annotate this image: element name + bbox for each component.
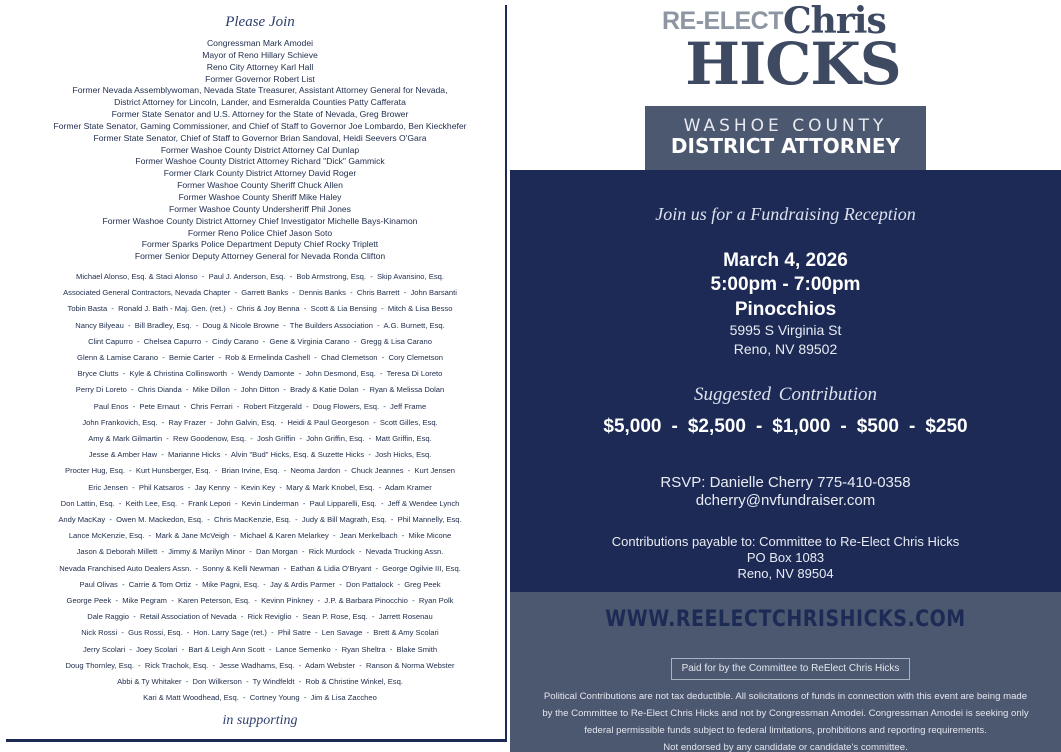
- supporter-line: Jason & Deborah Millett - Jimmy & Marilyn Minor - Dan Morgan - Rick Murdock - Nevada Trucking Assn.: [76, 547, 444, 557]
- event-heading: Join us for a Fundraising Reception: [655, 204, 916, 224]
- logo-county-text: WASHOE COUNTY: [683, 116, 888, 136]
- host-line: Former Washoe County Undersheriff Phil Jones: [169, 203, 351, 214]
- host-line: District Attorney for Lincoln, Lander, and Esmeralda Counties Patty Cafferata: [114, 97, 406, 108]
- host-line: Former Senior Deputy Attorney General for Nevada Ronda Clifton: [134, 251, 386, 262]
- campaign-website: WWW.REELECTCHRISHICKS.COM: [605, 606, 966, 632]
- payable-po-box: PO Box 1083: [746, 550, 825, 565]
- supporter-line: Clint Capurro - Chelsea Capurro - Cindy Carano - Gene & Virginia Carano - Gregg & Lisa Carano: [88, 336, 432, 346]
- supporter-line: Eric Jensen - Phil Katsaros - Jay Kenny - Kevin Key - Mary & Mark Knobel, Esq. - Adam Kramer: [88, 482, 432, 492]
- supporter-line: Don Lattin, Esq. - Keith Lee, Esq. - Frank Lepori - Kevin Linderman - Paul Lipparelli, Esq. - Jeff & Wendee Lynch: [60, 498, 460, 508]
- payable-to-line: Contributions payable to: Committee to Re-Elect Chris Hicks: [611, 534, 960, 549]
- payable-city: Reno, NV 89504: [737, 566, 834, 581]
- host-committee-list: [0, 38, 520, 263]
- contribution-amount: $5,000: [603, 416, 662, 437]
- amount-separator: -: [840, 416, 847, 437]
- supporter-line: Dale Raggio - Retail Association of Nevada - Rick Reviglio - Sean P. Rose, Esq. - Jarrett Rosenau: [87, 612, 433, 622]
- campaign-logo: [510, 0, 1061, 170]
- suggested-contribution-heading: Suggested Contribution: [694, 384, 877, 405]
- supporter-line: Perry Di Loreto - Chris Dianda - Mike Dillon - John Ditton - Brady & Katie Dolan - Ryan & Melissa Dolan: [75, 385, 445, 395]
- amount-separator: -: [671, 416, 678, 437]
- please-join-heading: Please Join: [225, 14, 295, 30]
- amount-separator: -: [755, 416, 763, 437]
- host-line: Former Reno Police Chief Jason Soto: [187, 227, 333, 238]
- host-line: Former State Senator and U.S. Attorney for the State of Nevada, Greg Brower: [111, 109, 409, 120]
- supporters-list: [0, 269, 520, 706]
- event-time: 5:00pm - 7:00pm: [710, 274, 861, 295]
- supporter-line: Procter Hug, Esq. - Kurt Hunsberger, Esq. - Brian Irvine, Esq. - Neoma Jardon - Chuck Jeannes - Kurt Jensen: [65, 466, 455, 476]
- host-line: Congressman Mark Amodei: [206, 38, 314, 48]
- supporter-line: Paul Olivas - Carrie & Tom Ortiz - Mike Pagni, Esq. - Jay & Ardis Parmer - Don Pattalock - Greg Peek: [79, 579, 441, 589]
- host-line: Former Washoe County Sheriff Mike Haley: [178, 191, 342, 202]
- host-line: Former State Senator, Gaming Commissioner, and Chief of Staff to Governor Joe Lombardo, Ben Kieckhefer: [53, 120, 467, 131]
- supporter-line: Nevada Franchised Auto Dealers Assn. - Sonny & Kelli Newman - Eathan & Lidia O'Bryant - George Ogilvie III, Esq.: [59, 563, 461, 573]
- event-venue: Pinocchios: [734, 299, 837, 320]
- disclaimer-line: federal permissible funds subject to federal limitations, prohibitions and reporting requirements.: [584, 725, 987, 736]
- legal-disclaimer: [524, 688, 1047, 752]
- supporter-line: Paul Enos - Pete Ernaut - Chris Ferrari - Robert Fitzgerald - Doug Flowers, Esq. - Jeff Frame: [93, 401, 427, 411]
- supporter-line: Jesse & Amber Haw - Marianne Hicks - Alvin "Bud" Hicks, Esq. & Suzette Hicks - Josh Hicks, Esq.: [88, 450, 432, 460]
- flyer-footer: [510, 592, 1061, 752]
- rsvp-contact: RSVP: Danielle Cherry 775-410-0358: [660, 474, 911, 491]
- supporter-line: Nancy Bilyeau - Bill Bradley, Esq. - Doug & Nicole Browne - The Builders Association - A.G. Burnett, Esq.: [75, 320, 445, 330]
- supporter-line: Doug Thornley, Esq. - Rick Trachok, Esq. - Jesse Wadhams, Esq. - Adam Webster - Ranson & Norma Webster: [65, 660, 455, 670]
- host-line: Former State Senator, Chief of Staff to Governor Brian Sandoval, Heidi Seevers O'Gara: [93, 132, 427, 143]
- contribution-amount: $1,000: [772, 416, 831, 437]
- supporter-line: Michael Alonso, Esq. & Staci Alonso - Paul J. Anderson, Esq. - Bob Armstrong, Esq. - Skip Avansino, Esq.: [76, 272, 444, 281]
- supporter-line: Associated General Contractors, Nevada Chapter - Garrett Banks - Dennis Banks - Chris Barrett - John Barsanti: [63, 288, 457, 298]
- supporter-line: Jerry Scolari - Joey Scolari - Bart & Leigh Ann Scott - Lance Semenko - Ryan Sheltra - Blake Smith: [82, 644, 438, 654]
- venue-address-city: Reno, NV 89502: [733, 341, 838, 357]
- contribution-amount: $250: [925, 416, 968, 437]
- event-date: March 4, 2026: [723, 250, 848, 271]
- host-line: Former Governor Robert List: [205, 73, 315, 84]
- rsvp-email: dcherry@nvfundraiser.com: [695, 492, 876, 509]
- supporter-line: Glenn & Lamise Carano - Bernie Carter - Rob & Ermelinda Cashell - Chad Clemetson - Cory Clemetson: [77, 353, 443, 363]
- supporter-line: Amy & Mark Gilmartin - Rew Goodenow, Esq. - Josh Griffin - John Griffin, Esq. - Matt Griffin, Esq.: [88, 434, 432, 444]
- contribution-amount: $500: [856, 416, 900, 437]
- host-line: Former Clark County District Attorney David Roger: [163, 168, 357, 179]
- contribution-amount: $2,500: [687, 416, 746, 437]
- supporter-line: Andy MacKay - Owen M. Mackedon, Esq. - Chris MacKenzie, Esq. - Judy & Bill Magrath, Esq. - Phil Mannelly, Esq.: [58, 515, 462, 525]
- logo-hicks-text: HICKS: [685, 30, 901, 98]
- host-line: Former Sparks Police Department Deputy Chief Rocky Triplett: [141, 239, 379, 250]
- event-details: [510, 170, 1061, 592]
- supporter-line: Abbi & Ty Whitaker - Don Wilkerson - Ty Windfeldt - Rob & Christine Winkel, Esq.: [117, 677, 403, 687]
- host-line: Former Nevada Assemblywoman, Nevada State Treasurer, Assistant Attorney General for Nevada,: [72, 85, 448, 96]
- invitation-left-panel: [0, 0, 510, 752]
- host-line: Former Washoe County District Attorney Chief Investigator Michelle Bays-Kinamon: [102, 215, 418, 226]
- in-supporting-text: in supporting: [222, 713, 298, 728]
- logo-chris-text: Chris: [783, 0, 886, 42]
- paid-for-box: [671, 658, 910, 680]
- contribution-amounts: [510, 416, 1061, 438]
- host-line: Former Washoe County District Attorney Richard "Dick" Gammick: [135, 156, 385, 167]
- invitation-right-panel: [510, 0, 1061, 752]
- supporter-line: John Frankovich, Esq. - Ray Frazer - John Galvin, Esq. - Heidi & Paul Georgeson - Scott Gilles, Esq.: [82, 417, 438, 427]
- host-line: Reno City Attorney Karl Hall: [206, 61, 314, 72]
- supporter-line: Tobin Basta - Ronald J. Bath - Maj. Gen. (ret.) - Chris & Joy Benna - Scott & Lia Bensing - Mitch & Lisa Besso: [67, 304, 453, 314]
- venue-address-street: 5995 S Virginia St: [729, 322, 842, 338]
- supporter-line: Lance McKenzie, Esq. - Mark & Jane McVeigh - Michael & Karen Melarkey - Jean Merkelbach - Mike Micone: [68, 531, 452, 541]
- supporter-line: George Peek - Mike Pegram - Karen Peterson, Esq. - Kevinn Pinkney - J.P. & Barbara Pinocchio - Ryan Polk: [66, 596, 454, 606]
- host-line: Former Washoe County District Attorney Cal Dunlap: [160, 144, 360, 155]
- paid-for-text: Paid for by the Committee to ReElect Chris Hicks: [681, 663, 900, 674]
- supporter-line: Nick Rossi - Gus Rossi, Esq. - Hon. Larry Sage (ret.) - Phil Satre - Len Savage - Brett & Amy Scolari: [81, 628, 439, 638]
- supporter-line: Bryce Clutts - Kyle & Christina Collinsworth - Wendy Damonte - John Desmond, Esq. - Teresa Di Loreto: [77, 369, 443, 379]
- disclaimer-line: by the Committee to Re-Elect Chris Hicks and not by Congressman Amodei. Congressman Amodei is seeking only: [542, 708, 1029, 719]
- disclaimer-line: Not endorsed by any candidate or candidate's committee.: [663, 742, 908, 752]
- logo-office-banner: [645, 106, 926, 170]
- supporter-line: Kari & Matt Woodhead, Esq. - Cortney Young - Jim & Lisa Zaccheo: [143, 693, 377, 703]
- logo-reelect-text: RE-ELECT: [662, 7, 783, 35]
- host-line: Mayor of Reno Hillary Schieve: [202, 49, 318, 60]
- logo-office-title: DISTRICT ATTORNEY: [670, 134, 901, 158]
- host-line: Former Washoe County Sheriff Chuck Allen: [177, 180, 343, 191]
- disclaimer-line: Political Contributions are not tax deductible. All solicitations of funds in connection with this event are being made: [543, 691, 1028, 702]
- amount-separator: -: [909, 416, 916, 437]
